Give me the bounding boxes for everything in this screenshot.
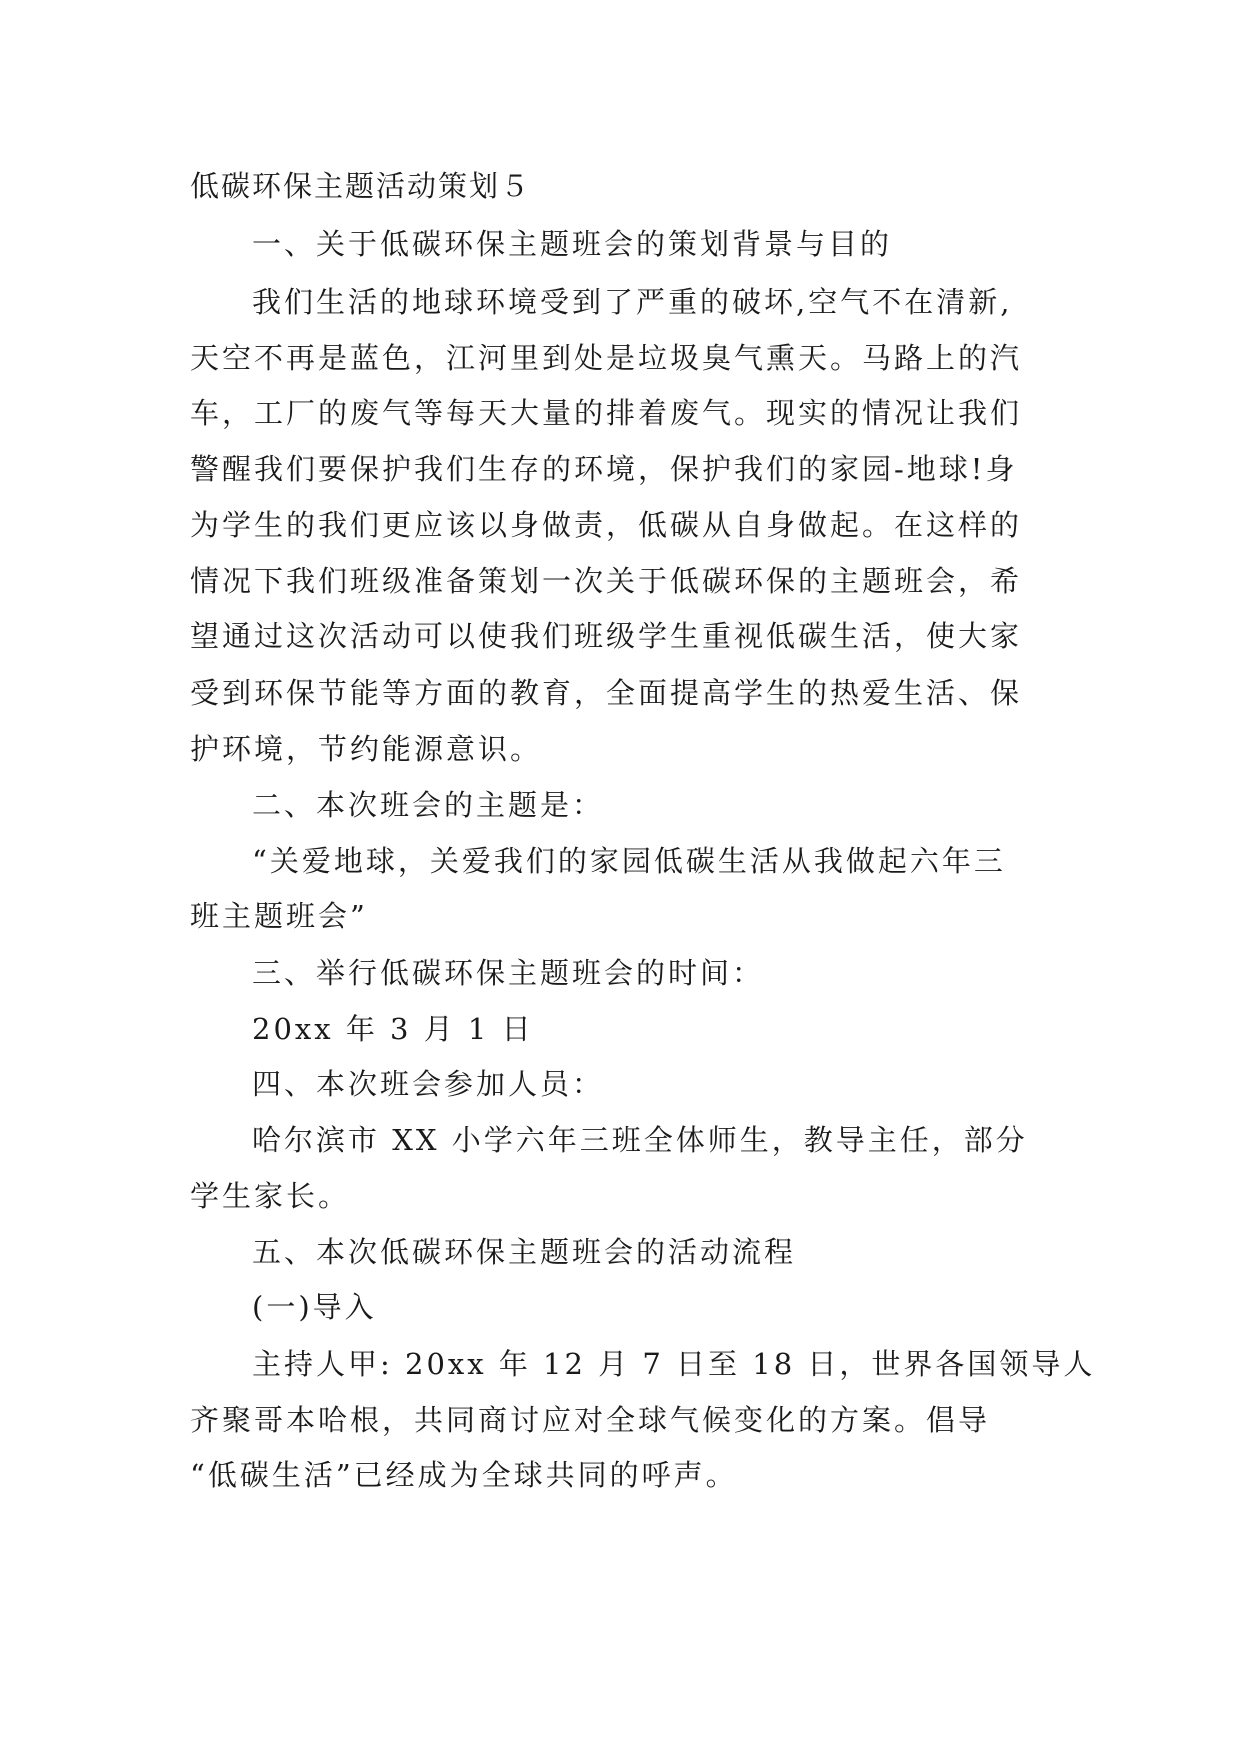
- paragraph-line: 护环境，节约能源意识。: [190, 732, 543, 766]
- paragraph-line: “低碳生活”已经成为全球共同的呼声。: [190, 1458, 738, 1492]
- document-title: 低碳环保主题活动策划５: [190, 169, 532, 203]
- section-heading-2: 二、本次班会的主题是：: [252, 788, 605, 822]
- paragraph-line: 哈尔滨市 XX 小学六年三班全体师生，教导主任，部分: [252, 1123, 1028, 1157]
- paragraph-line: 主持人甲: 20xx 年 12 月 7 日至 18 日，世界各国领导人: [252, 1347, 1096, 1381]
- paragraph-line: 我们生活的地球环境受到了严重的破坏,空气不在清新,: [252, 285, 1013, 319]
- paragraph-line: 警醒我们要保护我们生存的环境，保护我们的家园-地球!身: [190, 452, 1018, 486]
- paragraph-line: 车，工厂的废气等每天大量的排着废气。现实的情况让我们: [190, 396, 1023, 430]
- paragraph-line: 学生家长。: [190, 1179, 351, 1213]
- paragraph-line: 望通过这次活动可以使我们班级学生重视低碳生活，使大家: [190, 619, 1023, 653]
- paragraph-line: 情况下我们班级准备策划一次关于低碳环保的主题班会，希: [190, 564, 1023, 598]
- paragraph-line: 齐聚哥本哈根，共同商讨应对全球气候变化的方案。倡导: [190, 1403, 991, 1437]
- section-heading-5: 五、本次低碳环保主题班会的活动流程: [252, 1235, 797, 1269]
- section-heading-1: 一、关于低碳环保主题班会的策划背景与目的: [252, 227, 893, 261]
- paragraph-line: 班主题班会”: [190, 899, 368, 933]
- date-line: 20xx 年 3 月 1 日: [252, 1012, 534, 1046]
- subsection-heading: (一)导入: [252, 1290, 377, 1324]
- paragraph-line: 为学生的我们更应该以身做责，低碳从自身做起。在这样的: [190, 508, 1023, 542]
- section-heading-3: 三、举行低碳环保主题班会的时间：: [252, 956, 765, 990]
- section-heading-4: 四、本次班会参加人员：: [252, 1067, 605, 1101]
- paragraph-line: 天空不再是蓝色，江河里到处是垃圾臭气熏天。马路上的汽: [190, 341, 1023, 375]
- paragraph-line: “关爱地球，关爱我们的家园低碳生活从我做起六年三: [252, 844, 1006, 878]
- paragraph-line: 受到环保节能等方面的教育，全面提高学生的热爱生活、保: [190, 676, 1023, 710]
